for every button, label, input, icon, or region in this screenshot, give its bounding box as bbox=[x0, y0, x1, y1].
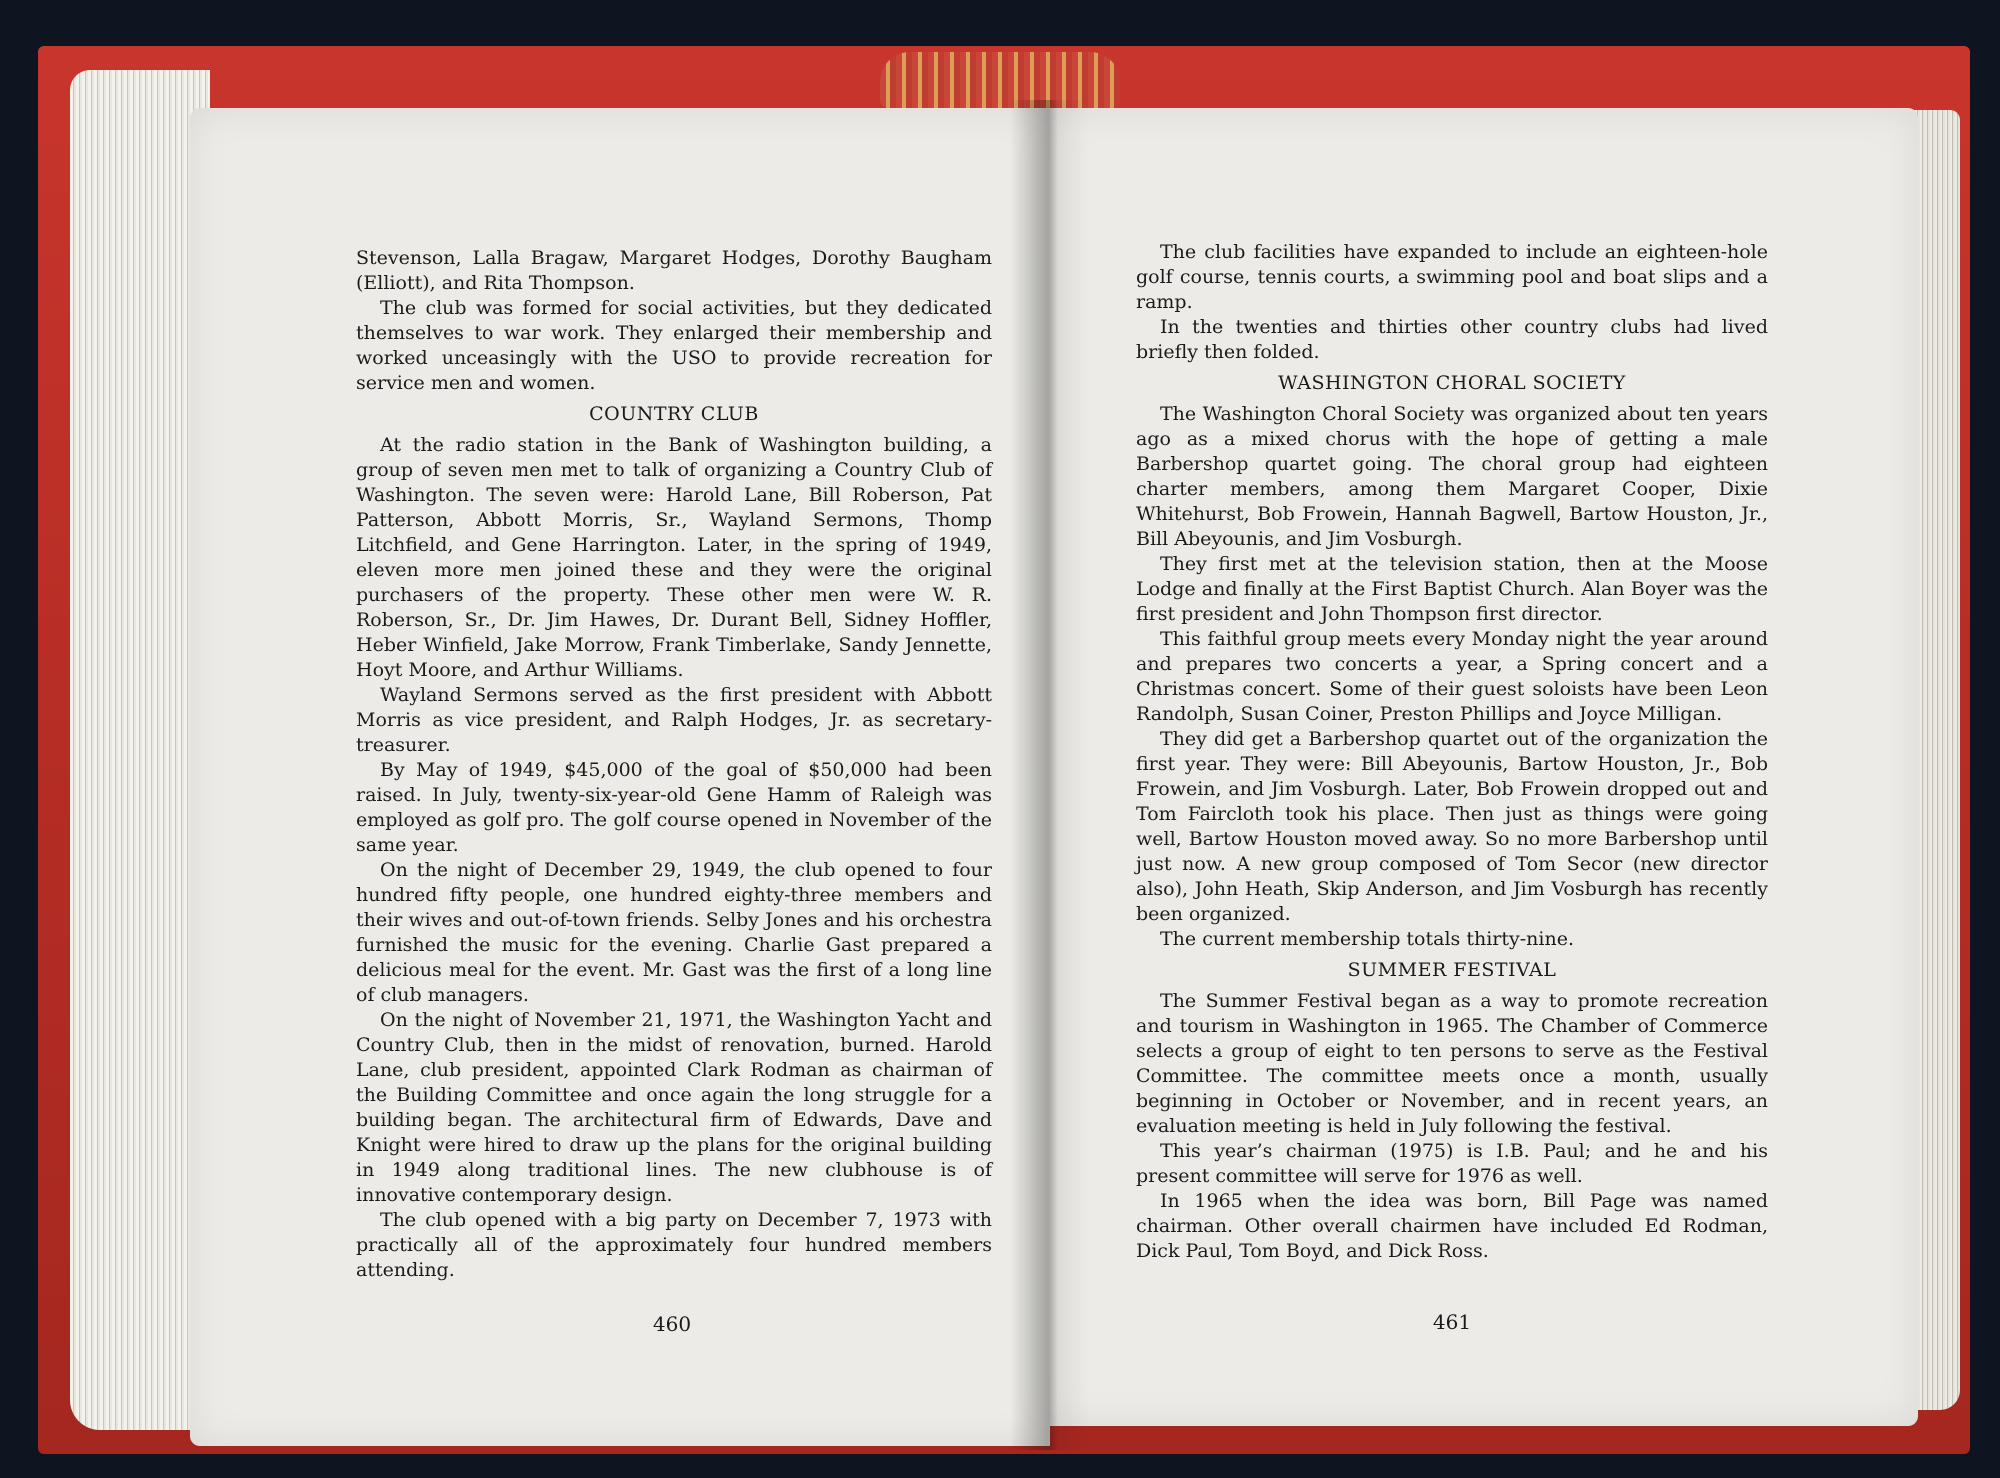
section-heading: COUNTRY CLUB bbox=[589, 403, 759, 425]
paragraph: On the night of December 29, 1949, the club opened to four hundred fifty people, one hundred eighty-three members and their wives and out-of-town friends. Selby Jones and his orchestra furnished the music for the evening. Charlie Gast prepared a delicious meal for the event. Mr. Gast was the first of a long line of club managers. bbox=[356, 859, 992, 1006]
paragraph: They first met at the television station, then at the Moose Lodge and finally at the First Baptist Church. Alan Boyer was the first president and John Thompson first director. bbox=[1136, 553, 1768, 625]
section-heading: WASHINGTON CHORAL SOCIETY bbox=[1278, 372, 1626, 394]
page-edges-left bbox=[70, 70, 210, 1430]
paragraph: This year’s chairman (1975) is I.B. Paul; and he and his present committee will serve for 1976 as well. bbox=[1136, 1140, 1768, 1187]
page-number-left: 460 bbox=[652, 1312, 692, 1336]
paragraph: At the radio station in the Bank of Washington building, a group of seven men met to talk of organizing a Country Club of Washington. The seven were: Harold Lane, Bill Roberson, Pat Patterson, Abbott Morris, Sr., Wayland Sermons, Thomp Litchfield, and Gene Harrington. Later, in the spring of 1949, eleven more men joined these and they were the original purchasers of the property. These other men were W. R. Roberson, Sr., Dr. Jim Hawes, Dr. Durant Bell, Sidney Hoffler, Heber Winfield, Jake Morrow, Frank Timberlake, Sandy Jennette, Hoyt Moore, and Arthur Williams. bbox=[356, 434, 992, 681]
paragraph: This faithful group meets every Monday night the year around and prepares two concerts a year, a Spring concert and a Christmas concert. Some of their guest soloists have been Leon Randolph, Susan Coiner, Preston Phillips and Joyce Milligan. bbox=[1136, 628, 1768, 725]
paragraph: In the twenties and thirties other country clubs had lived briefly then folded. bbox=[1136, 316, 1768, 363]
paragraph: In 1965 when the idea was born, Bill Page was named chairman. Other overall chairmen have included Ed Rodman, Dick Paul, Tom Boyd, and Dick Ross. bbox=[1136, 1190, 1768, 1262]
paragraph: They did get a Barbershop quartet out of the organization the first year. They were: Bill Abeyounis, Bartow Houston, Jr., Bob Frowein, and Jim Vosburgh. Later, Bob Frowein dropped out and Tom Faircloth took his place. Then just as things were going well, Bartow Houston moved away. So no more Barbershop until just now. A new group composed of Tom Secor (new director also), John Heath, Skip Anderson, and Jim Vosburgh has recently been organized. bbox=[1136, 728, 1768, 925]
page-number-right: 461 bbox=[1432, 1310, 1472, 1334]
paragraph: By May of 1949, $45,000 of the goal of $50,000 had been raised. In July, twenty-six-year-old Gene Hamm of Raleigh was employed as golf pro. The golf course opened in November of the same year. bbox=[356, 759, 992, 856]
section-heading: SUMMER FESTIVAL bbox=[1347, 959, 1557, 981]
paragraph: The club opened with a big party on December 7, 1973 with practically all of the approximately four hundred members attending. bbox=[356, 1209, 992, 1281]
paragraph: The Summer Festival began as a way to promote recreation and tourism in Washington in 1965. The Chamber of Commerce selects a group of eight to ten persons to serve as the Festival Committee. The committee meets once a month, usually beginning in October or November, and in recent years, an evaluation meeting is held in July following the festival. bbox=[1136, 990, 1768, 1137]
paragraph: On the night of November 21, 1971, the Washington Yacht and Country Club, then in the midst of renovation, burned. Harold Lane, club president, appointed Clark Rodman as chairman of the Building Committee and once again the long struggle for a building began. The architectural firm of Edwards, Dave and Knight were hired to draw up the plans for the original building in 1949 along traditional lines. The new clubhouse is of innovative contemporary design. bbox=[356, 1009, 992, 1206]
paragraph: Wayland Sermons served as the first president with Abbott Morris as vice president, and Ralph Hodges, Jr. as secretary-treasurer. bbox=[356, 684, 992, 756]
left-page-text bbox=[356, 246, 992, 1283]
paragraph: The current membership totals thirty-nine. bbox=[1160, 928, 1574, 950]
paragraph: The club was formed for social activities, but they dedicated themselves to war work. They enlarged their membership and worked unceasingly with the USO to provide recreation for service men and women. bbox=[356, 297, 992, 394]
paragraph: The club facilities have expanded to include an eighteen-hole golf course, tennis courts, a swimming pool and boat slips and a ramp. bbox=[1136, 241, 1768, 313]
paragraph: The Washington Choral Society was organized about ten years ago as a mixed chorus with the hope of getting a male Barbershop quartet going. The choral group had eighteen charter members, among them Margaret Cooper, Dixie Whitehurst, Bob Frowein, Hannah Bagwell, Bartow Houston, Jr., Bill Abeyounis, and Jim Vosburgh. bbox=[1136, 403, 1768, 550]
book-gutter bbox=[1010, 100, 1090, 1450]
right-page-text bbox=[1136, 240, 1768, 1264]
paragraph: Stevenson, Lalla Bragaw, Margaret Hodges, Dorothy Baugham (Elliott), and Rita Thompson. bbox=[356, 247, 992, 294]
